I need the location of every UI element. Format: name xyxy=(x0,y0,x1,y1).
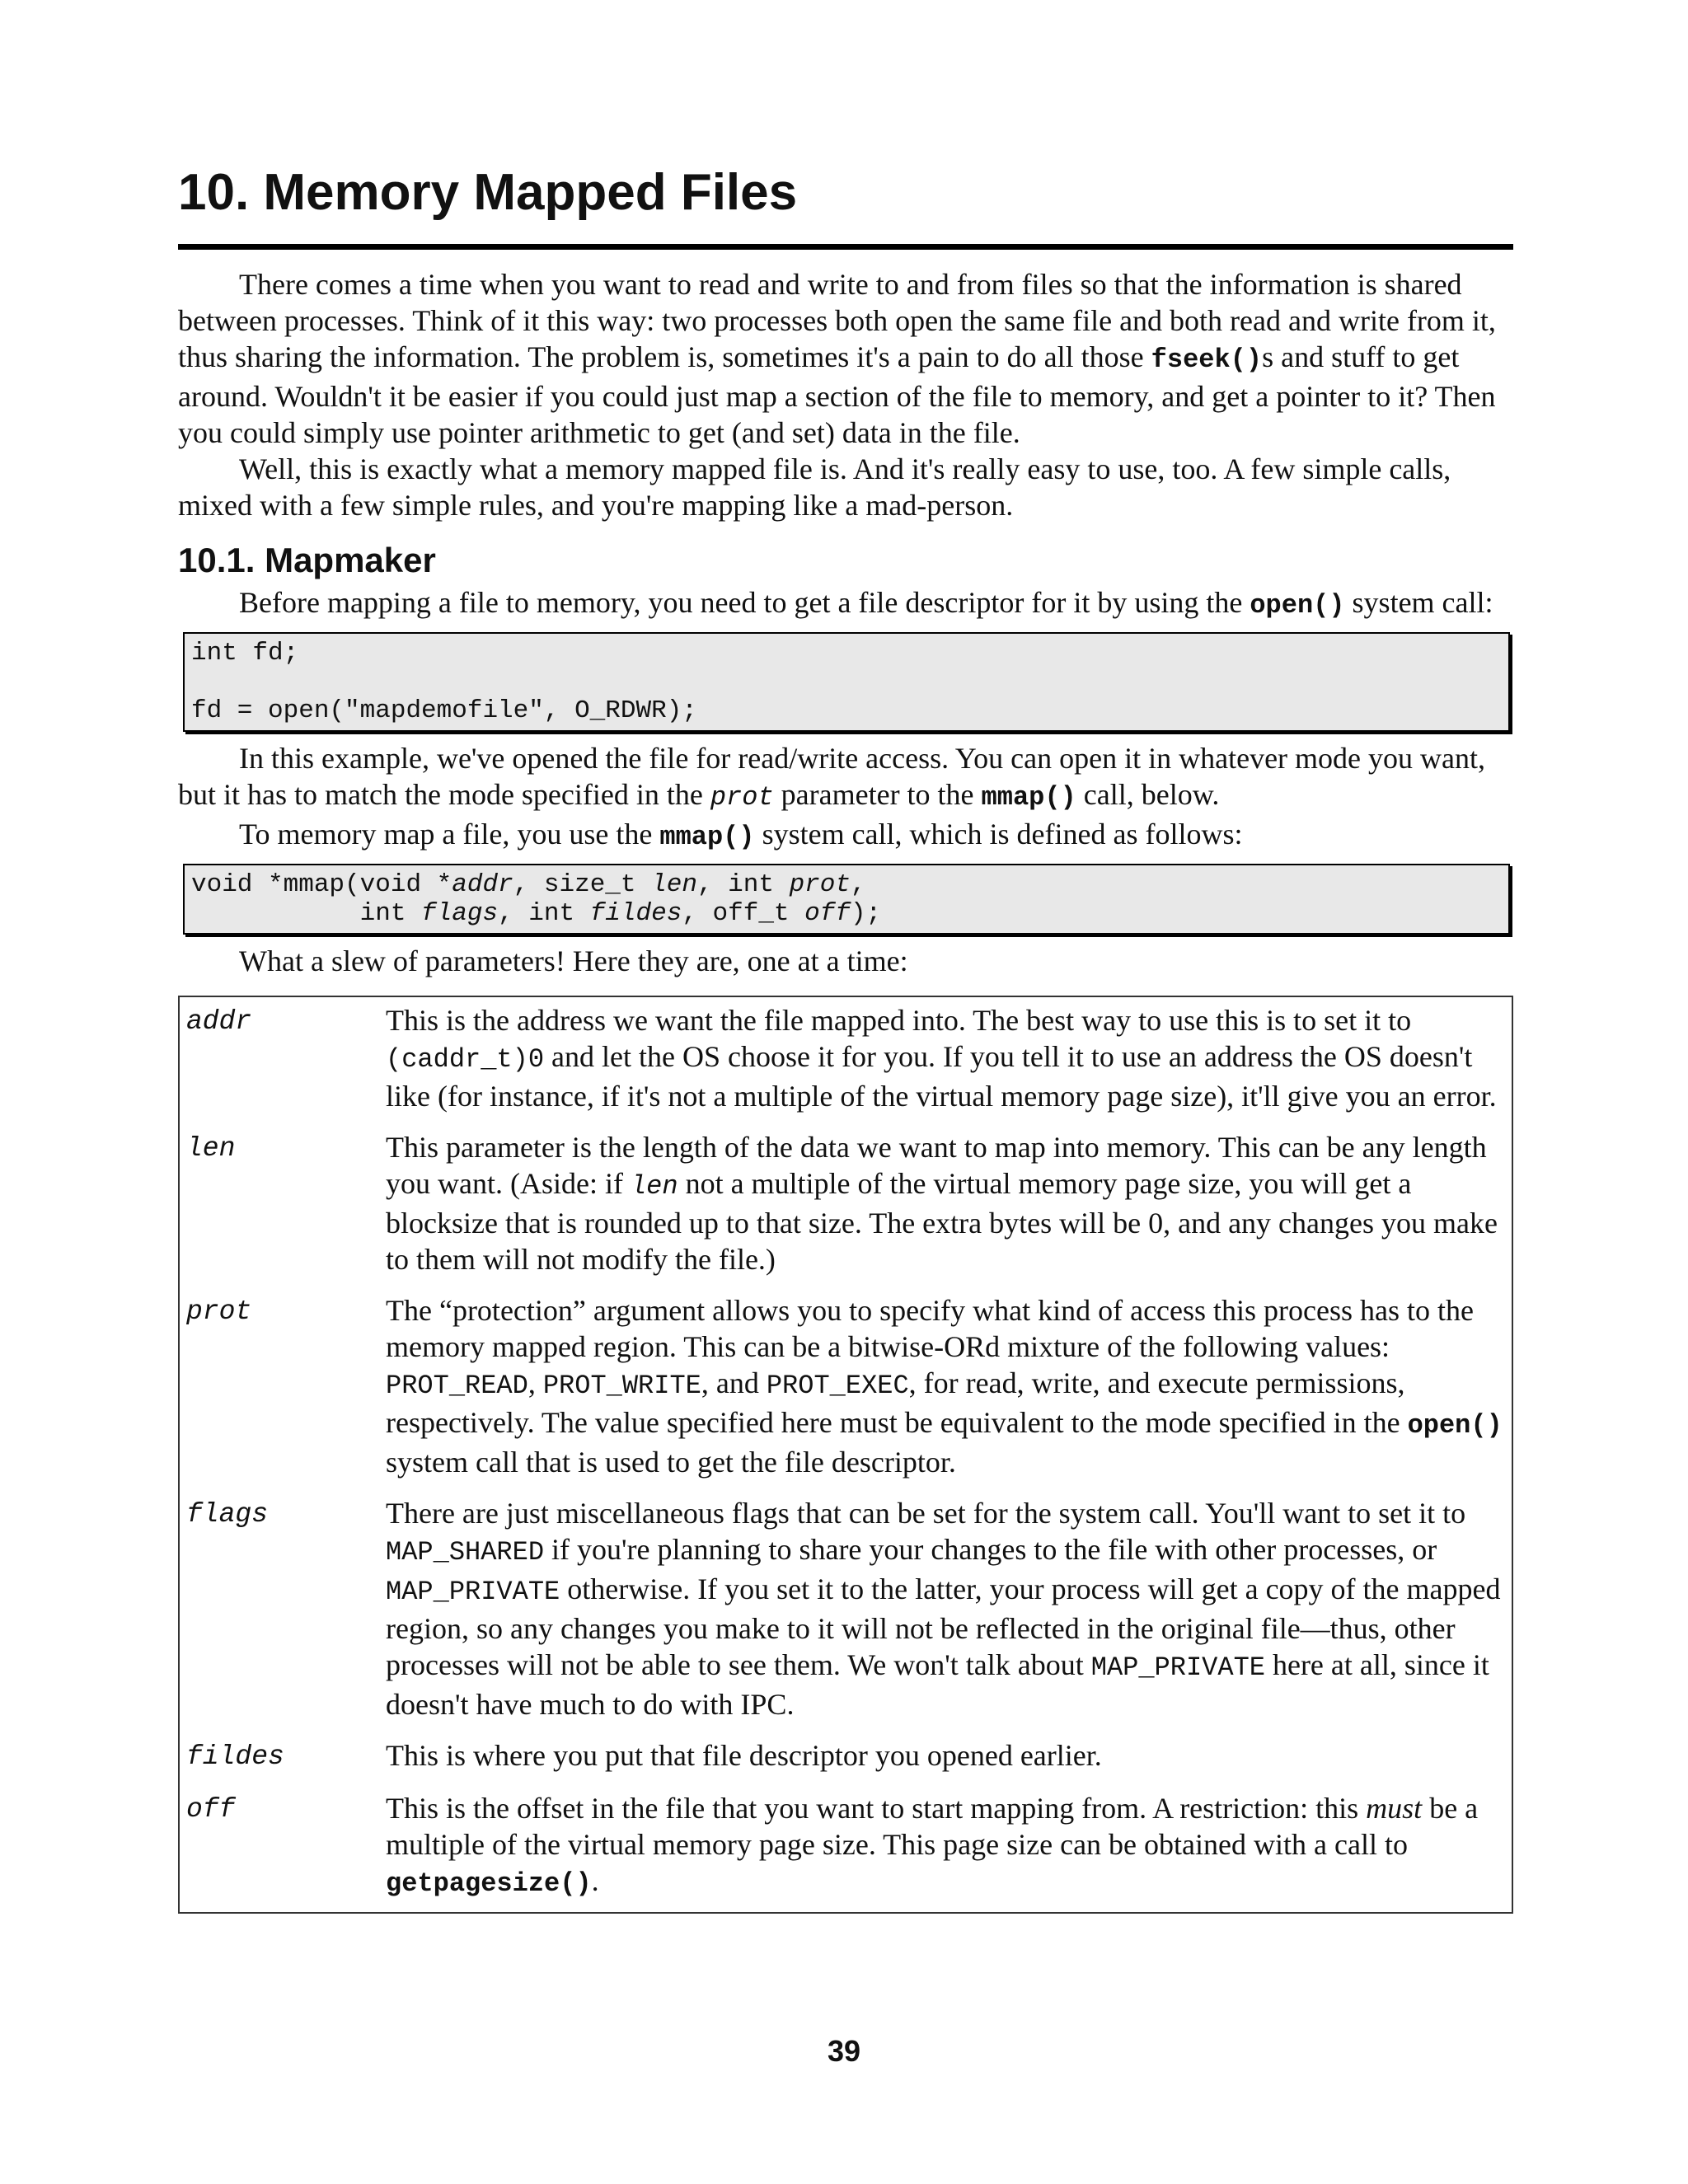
table-row xyxy=(179,1287,1512,1490)
code-inline: getpagesize() xyxy=(386,1868,592,1900)
code-text: int xyxy=(191,899,422,929)
code-text: , size_t xyxy=(513,870,652,900)
code-line xyxy=(191,899,1502,928)
text: system call that is used to get the file descriptor. xyxy=(386,1446,956,1479)
page-number: 39 xyxy=(827,2034,861,2068)
param-description xyxy=(379,1490,1512,1732)
text: if you're planning to share your changes to the file with other processes, or xyxy=(544,1533,1437,1567)
section-paragraph-3 xyxy=(178,816,1513,855)
code-line xyxy=(191,870,1502,899)
code-param: addr xyxy=(452,870,513,900)
param-name: flags xyxy=(186,1499,269,1530)
text: This is the address we want the file mapped into. The best way to use this is to set it to xyxy=(386,1004,1412,1038)
param-name: fildes xyxy=(186,1741,284,1773)
text: There comes a time when you want to read and write to and from files so that the information is shared between processes. Think of it this way: two processes both open the same file and both read and write from it, thus sharing the information. The problem is, sometimes it's a pain to do all those xyxy=(178,268,1496,374)
param-name: addr xyxy=(186,1006,252,1038)
code-block-mmap-signature xyxy=(183,864,1510,935)
param-description xyxy=(379,996,1512,1124)
code-param: fildes xyxy=(589,899,682,929)
code-text: ); xyxy=(850,899,882,929)
section-paragraph-4: What a slew of parameters! Here they are, one at a time: xyxy=(239,944,908,978)
text: This is the offset in the file that you want to start mapping from. A restriction: this xyxy=(386,1792,1367,1825)
chapter-title: 10. Memory Mapped Files xyxy=(178,164,798,221)
code-text: void *mmap(void * xyxy=(191,870,452,900)
code-inline: PROT_WRITE xyxy=(542,1371,701,1402)
param-description xyxy=(379,1287,1512,1490)
text: system call, which is defined as follows: xyxy=(754,818,1243,851)
text: and let the OS choose it for you. If you tell it to use an address the OS doesn't like (for instance, if it's not a multiple of the virtual memory page size), it'll give you an error. xyxy=(386,1040,1497,1113)
code-line: fd = open("mapdemofile", O_RDWR); xyxy=(191,696,697,726)
code-mmap: mmap() xyxy=(659,822,755,853)
table-row xyxy=(179,1124,1512,1287)
param-name: len xyxy=(186,1133,236,1165)
text: parameter to the xyxy=(773,778,982,812)
code-inline: MAP_PRIVATE xyxy=(386,1577,560,1608)
code-text: , xyxy=(850,870,866,900)
text: , for read, write, and execute permissions, respectively. The value specified here must be equivalent to the mode specified in the xyxy=(386,1366,1408,1440)
text: Before mapping a file to memory, you need to get a file descriptor for it by using the xyxy=(239,586,1250,620)
code-inline: PROT_READ xyxy=(386,1371,528,1402)
text: , and xyxy=(701,1366,767,1400)
code-inline: MAP_SHARED xyxy=(386,1537,545,1568)
text: In this example, we've opened the file for read/write access. You can open it in whatever mode you want, but it has to match the mode specified in the xyxy=(178,742,1485,812)
section-paragraph-2 xyxy=(178,740,1513,816)
text: This parameter is the length of the data we want to map into memory. This can be any length you want. (Aside: if xyxy=(386,1131,1487,1201)
code-fseek: fseek() xyxy=(1151,344,1263,376)
code-param: prot xyxy=(789,870,851,900)
text: To memory map a file, you use the xyxy=(239,818,660,851)
page-content xyxy=(178,165,1513,1914)
text: otherwise. If you set it to the latter, your process will get a copy of the mapped region, so any changes you make to it will not be reflected in the original file—thus, other processes will not be able to see them. We won't talk about xyxy=(386,1572,1501,1682)
table-row xyxy=(179,1490,1512,1732)
code-param: off xyxy=(804,899,851,929)
code-blank-line xyxy=(191,668,1502,696)
text: not a multiple of the virtual memory page size, you will get a blocksize that is rounded up to that size. The extra bytes will be 0, and any changes you make to them will not modify the file.) xyxy=(386,1167,1498,1277)
code-inline: (caddr_t)0 xyxy=(386,1044,545,1076)
code-inline: open() xyxy=(1407,1410,1503,1441)
code-inline: PROT_EXEC xyxy=(766,1371,909,1402)
text: The “protection” argument allows you to specify what kind of access this process has to the memory mapped region. This can be a bitwise-ORd mixture of the following values: xyxy=(386,1294,1474,1364)
code-inline: MAP_PRIVATE xyxy=(1090,1652,1265,1684)
param-description xyxy=(379,1785,1512,1913)
text: system call: xyxy=(1344,586,1493,620)
emphasis: must xyxy=(1366,1792,1423,1825)
text: here at all, since it doesn't have much to do with IPC. xyxy=(386,1648,1489,1722)
param-description: This is where you put that file descriptor you opened earlier. xyxy=(386,1739,1102,1773)
section-heading: 10.1. Mapmaker xyxy=(178,541,436,580)
code-open: open() xyxy=(1250,590,1345,621)
text: . xyxy=(591,1864,599,1898)
table-row xyxy=(179,1732,1512,1785)
code-block-open xyxy=(183,632,1510,732)
code-text: , off_t xyxy=(682,899,805,929)
param-name: off xyxy=(186,1794,236,1825)
code-text: , int xyxy=(498,899,590,929)
param-description xyxy=(379,1124,1512,1287)
table-row xyxy=(179,1785,1512,1913)
code-inline: len xyxy=(630,1171,678,1202)
text: call, below. xyxy=(1076,778,1220,812)
code-mmap: mmap() xyxy=(981,782,1076,813)
table-row xyxy=(179,996,1512,1124)
text: , xyxy=(528,1366,543,1400)
text: s and stuff to get around. Wouldn't it be easier if you could just map a section of the file to memory, and get a pointer to it? Then you could simply use pointer arithmetic to get (and set) data in the file. xyxy=(178,340,1496,450)
title-rule xyxy=(178,244,1513,250)
code-param: flags xyxy=(421,899,499,929)
parameter-table xyxy=(178,996,1513,1914)
param-name: prot xyxy=(186,1296,252,1328)
text: be a multiple of the virtual memory page size. This page size can be obtained with a call to xyxy=(386,1792,1479,1862)
code-text: , int xyxy=(696,870,790,900)
intro-paragraph-2: Well, this is exactly what a memory mapped file is. And it's really easy to use, too. A few simple calls, mixed with a few simple rules, and you're mapping like a mad-person. xyxy=(178,452,1451,523)
code-param: len xyxy=(651,870,697,900)
code-line: int fd; xyxy=(191,639,299,668)
text: There are just miscellaneous flags that can be set for the system call. You'll want to set it to xyxy=(386,1497,1466,1530)
code-prot: prot xyxy=(710,782,774,813)
section-paragraph-1 xyxy=(178,584,1513,624)
intro-paragraph-1 xyxy=(178,266,1513,451)
